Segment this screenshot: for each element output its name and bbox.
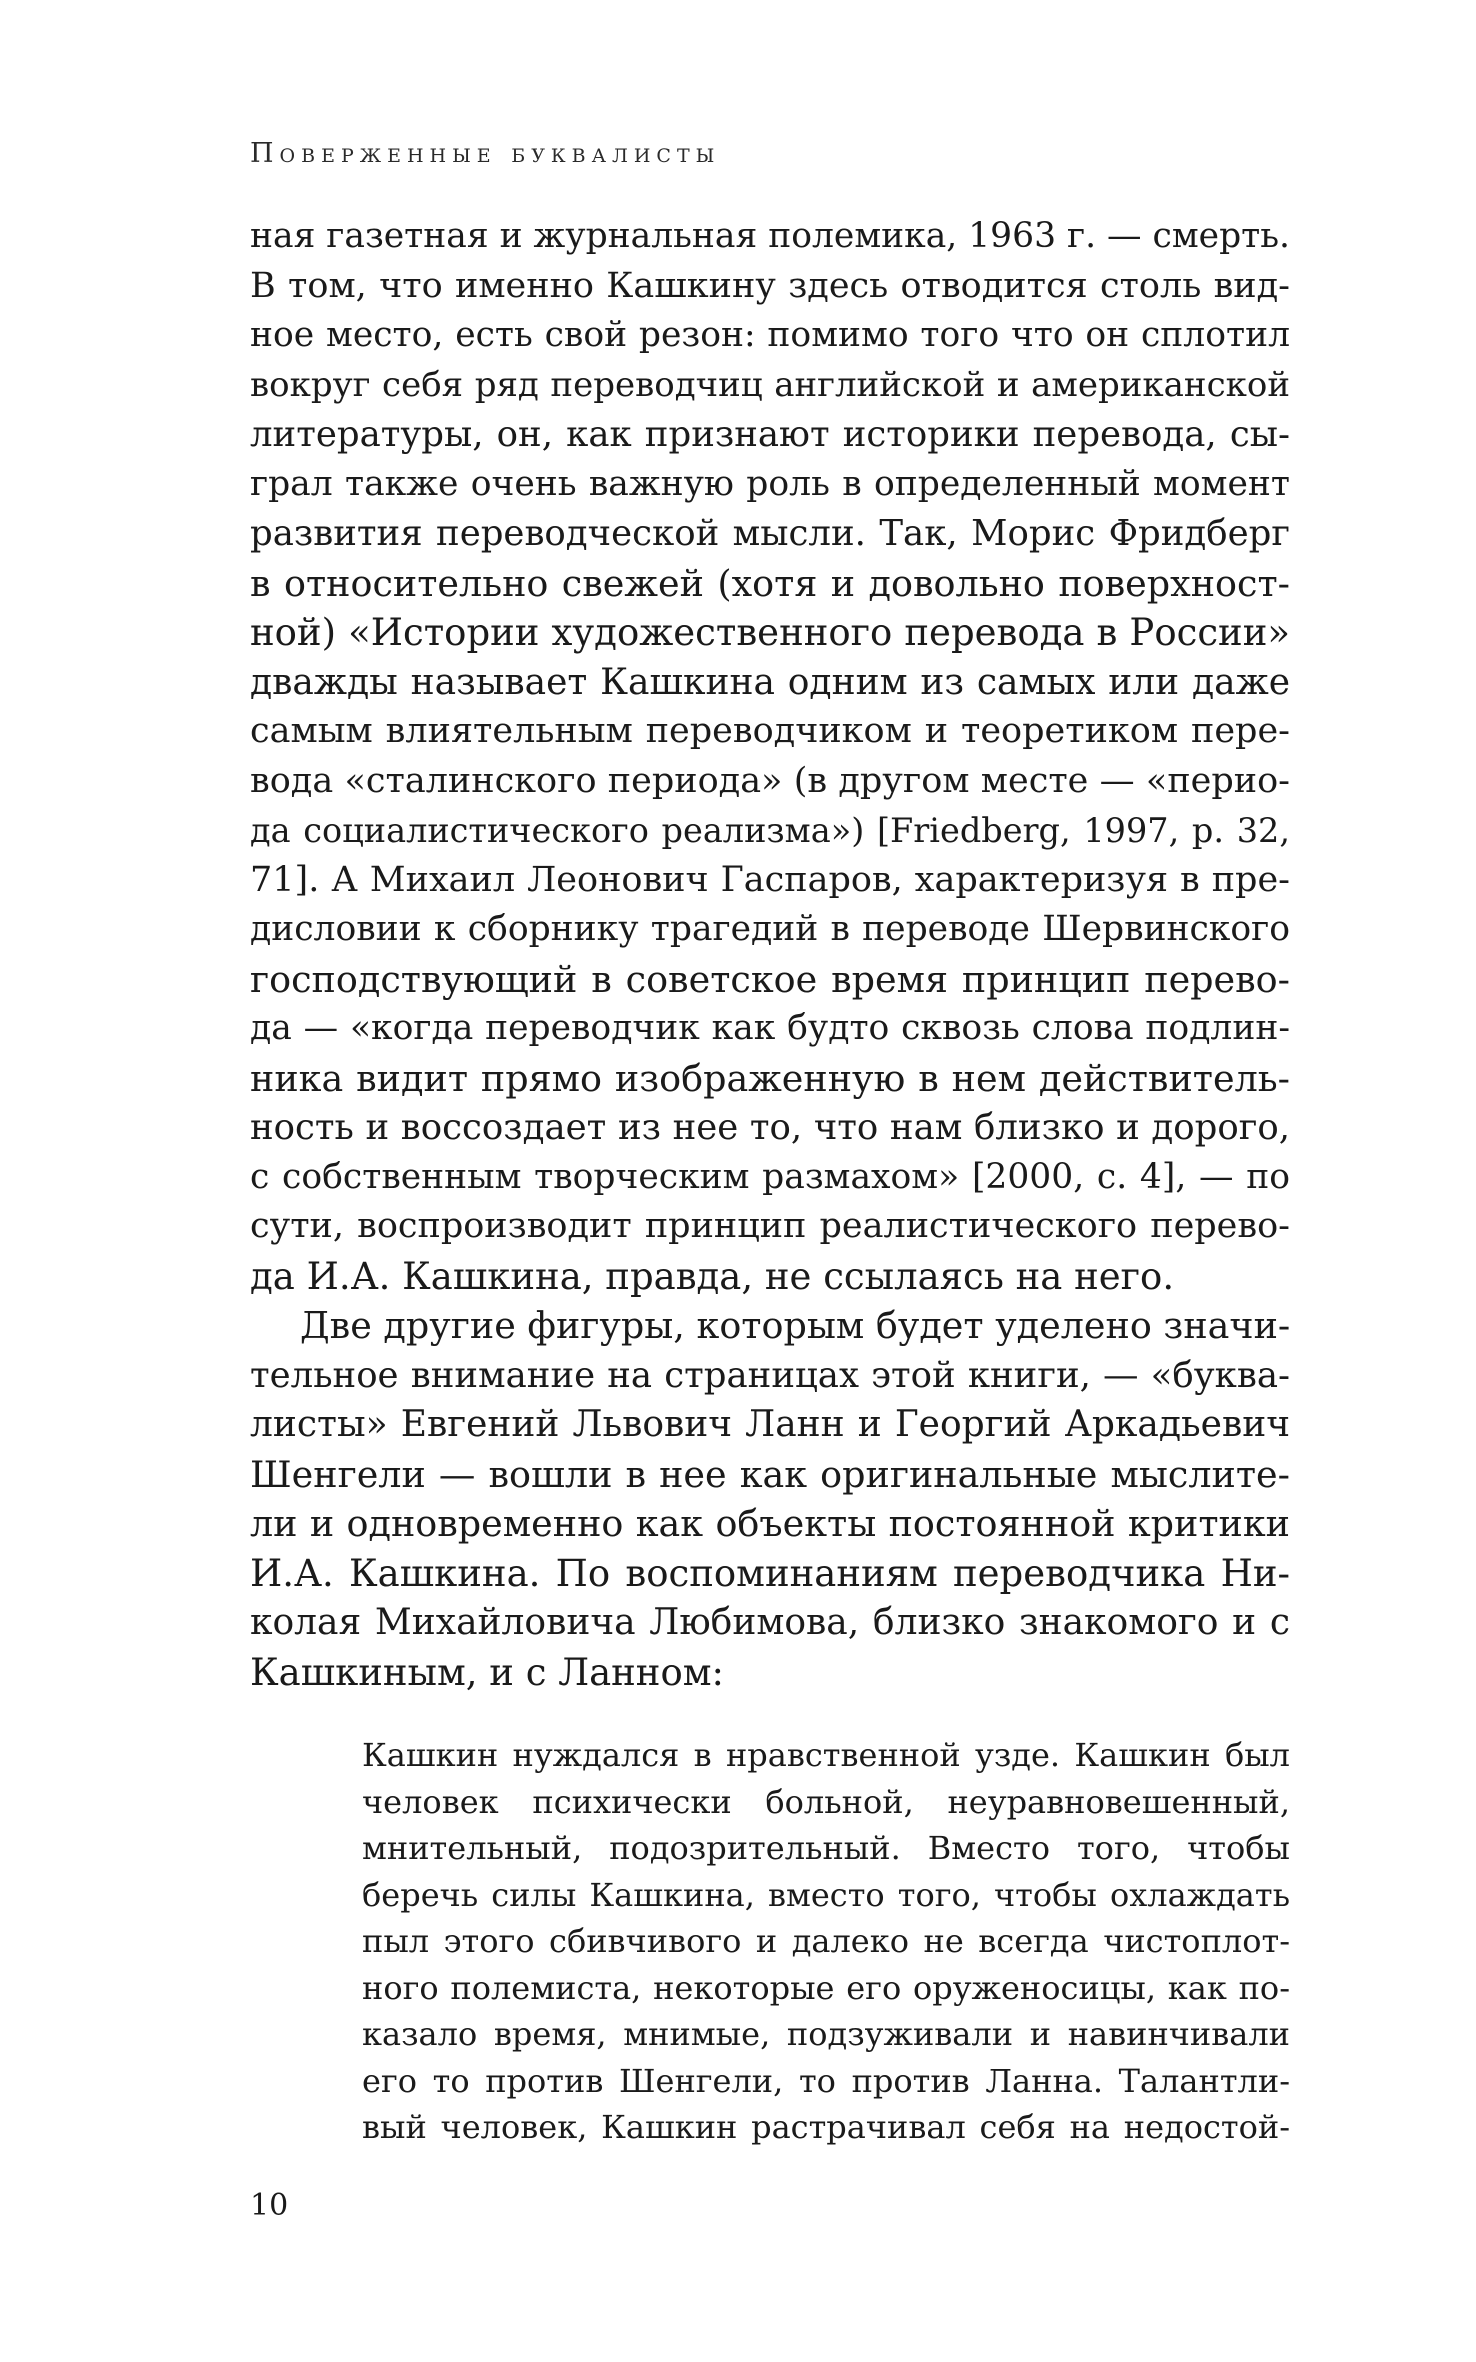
text-line: колая Михайловича Любимова, близко знакомого и с — [250, 1602, 1290, 1643]
text-line: развития переводческой мысли. Так, Морис Фридберг — [250, 513, 1290, 554]
text-line: В том, что именно Кашкину здесь отводится столь вид- — [250, 265, 1290, 306]
text-line: литературы, он, как признают историки перевода, сы- — [250, 414, 1290, 455]
text-line: ное место, есть свой резон: помимо того что он сплотил — [250, 315, 1290, 355]
quote-line: вый человек, Кашкин растрачивал себя на недостой- — [362, 2108, 1290, 2146]
quote-line: ного полемиста, некоторые его оруженосицы, как по- — [362, 1968, 1290, 2007]
text-line: Кашкиным, и с Ланном: — [250, 1650, 724, 1694]
text-line: листы» Евгений Львович Ланн и Георгий Аркадьевич — [250, 1404, 1290, 1445]
text-line: грал также очень важную роль в определенный момент — [250, 463, 1290, 504]
text-line: господствующий в советское время принцип перево- — [250, 957, 1290, 1001]
text-line: вокруг себя ряд переводчиц английской и американской — [250, 364, 1290, 405]
text-line: Шенгели — вошли в нее как оригинальные мыслите- — [250, 1452, 1290, 1496]
text-line: вода «сталинского периода» (в другом месте — «перио- — [250, 760, 1290, 801]
text-line: ли и одновременно как объекты постоянной критики — [250, 1502, 1290, 1545]
text-line: в относительно свежей (хотя и довольно поверхност- — [250, 561, 1290, 605]
page-number: 10 — [250, 2188, 289, 2223]
text-line: ника видит прямо изображенную в нем действитель- — [250, 1056, 1290, 1100]
text-line: да — «когда переводчик как будто сквозь слова подлин- — [250, 1008, 1290, 1048]
text-line: ной) «Истории художественного перевода в России» — [250, 611, 1290, 654]
quote-line: беречь силы Кашкина, вместо того, чтобы охлаждать — [362, 1875, 1290, 1914]
quote-line: человек психически больной, неуравновешенный, — [362, 1782, 1290, 1821]
main-text — [250, 212, 1290, 1697]
text-line: тельное внимание на страницах этой книги, — «буква- — [250, 1354, 1290, 1396]
quote-line: пыл этого сбивчивого и далеко не всегда чистоплот- — [362, 1922, 1290, 1960]
text-line: с собственным творческим размахом» [2000, с. 4], — по — [250, 1156, 1290, 1197]
text-line: дисловии к сборнику трагедий в переводе Шервинского — [250, 909, 1290, 949]
block-quote — [362, 1732, 1290, 2151]
text-line: ность и воссоздает из нее то, что нам близко и дорого, — [250, 1107, 1290, 1148]
text-line: дважды называет Кашкина одним из самых или даже — [250, 661, 1290, 703]
text-line: самым влиятельным переводчиком и теоретиком пере- — [250, 711, 1290, 751]
text-line: И.А. Кашкина. По воспоминаниям переводчика Ни- — [250, 1551, 1290, 1595]
text-line: Две другие фигуры, которым будет уделено значи- — [300, 1304, 1291, 1347]
text-line: ная газетная и журнальная полемика, 1963 г. — смерть. — [250, 216, 1290, 256]
text-line: да социалистического реализма») [Friedberg, 1997, p. 32, — [250, 811, 1290, 850]
quote-line: казало время, мнимые, подзуживали и навинчивали — [362, 2015, 1290, 2053]
text-line: да И.А. Кашкина, правда, не ссылаясь на него. — [250, 1254, 1175, 1298]
quote-line: Кашкин нуждался в нравственной узде. Кашкин был — [362, 1736, 1290, 1774]
text-line: 71]. А Михаил Леонович Гаспаров, характеризуя в пре- — [250, 859, 1290, 900]
text-line: сути, воспроизводит принцип реалистического перево- — [250, 1206, 1290, 1246]
running-head: Поверженные буквалисты — [250, 138, 721, 169]
quote-line: мнительный, подозрительный. Вместо того, чтобы — [362, 1829, 1290, 1867]
quote-line: его то против Шенгели, то против Ланна. Талантли- — [362, 2061, 1290, 2100]
